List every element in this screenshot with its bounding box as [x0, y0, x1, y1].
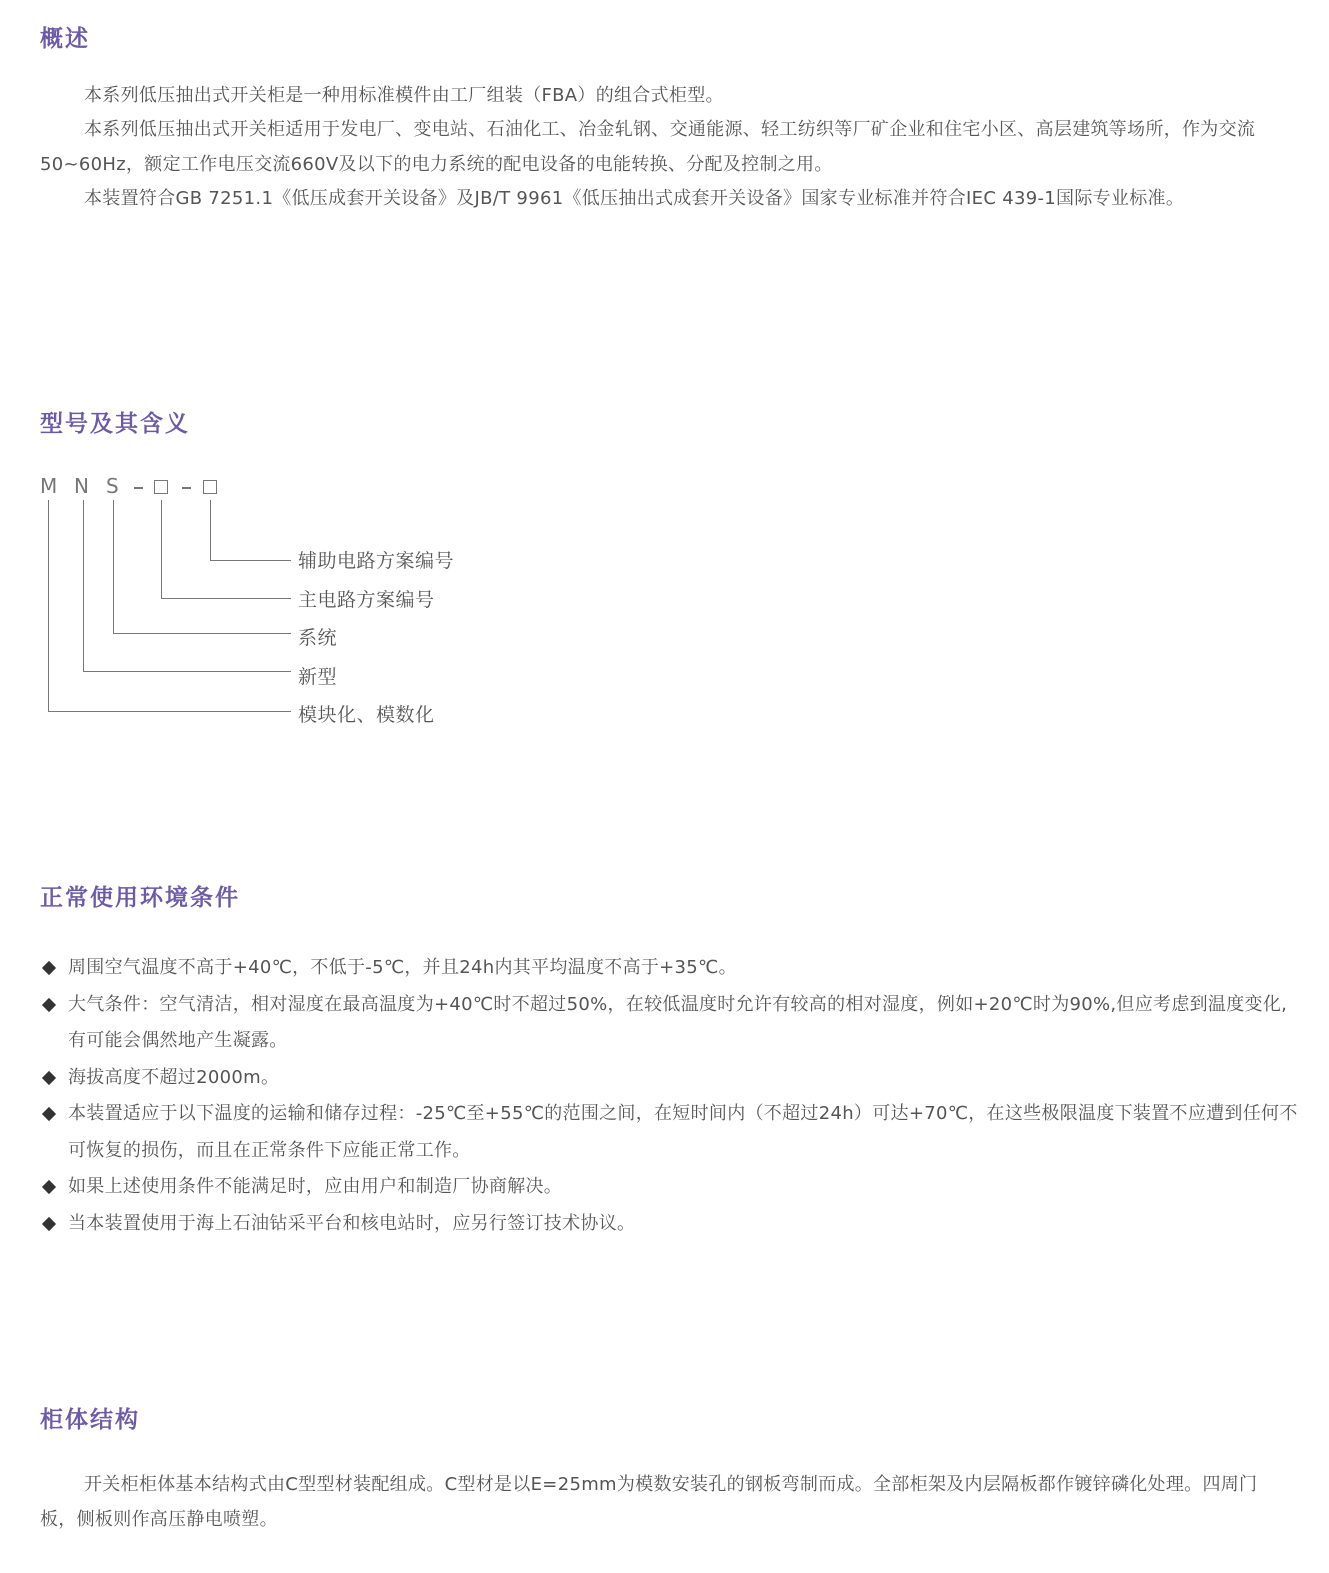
section-title-model: 型号及其含义 — [40, 411, 190, 437]
connector-line — [48, 500, 49, 711]
connector-line — [210, 560, 291, 561]
section-title-environment: 正常使用环境条件 — [40, 885, 240, 911]
code-box-aux-circuit — [203, 480, 217, 494]
list-item — [40, 987, 1300, 1060]
list-item — [40, 1096, 1300, 1169]
code-label-new-type: 新型 — [298, 666, 338, 688]
code-dash — [134, 487, 143, 489]
list-item-text: 海拔高度不超过2000m。 — [68, 1066, 280, 1088]
diamond-bullet-icon — [42, 1070, 56, 1084]
connector-line — [113, 500, 114, 633]
connector-line — [210, 500, 211, 560]
overview-paragraph-3: 本装置符合GB 7251.1《低压成套开关设备》及JB/T 9961《低压抽出式成套开关设备》国家专业标准并符合IEC 439-1国际专业标准。 — [84, 188, 1185, 209]
connector-line — [83, 500, 84, 671]
code-box-main-circuit — [154, 480, 168, 494]
list-item-text: 大气条件：空气清洁，相对湿度在最高温度为+40℃时不超过50%，在较低温度时允许有较高的相对湿度，例如+20℃时为90%,但应考虑到温度变化,有可能会偶然地产生凝露。 — [68, 993, 1288, 1051]
list-item — [40, 1169, 1300, 1206]
diamond-bullet-icon — [42, 997, 56, 1011]
code-label-main-circuit: 主电路方案编号 — [298, 589, 435, 611]
code-letter-m: M — [40, 474, 58, 498]
environment-list — [40, 950, 1300, 1242]
diamond-bullet-icon — [42, 1107, 56, 1121]
code-label-system: 系统 — [298, 627, 338, 649]
diamond-bullet-icon — [42, 961, 56, 975]
code-letter-s: S — [106, 474, 119, 498]
code-label-modular: 模块化、模数化 — [298, 704, 435, 726]
overview-paragraph-1: 本系列低压抽出式开关柜是一种用标准模件由工厂组装（FBA）的组合式柜型。 — [84, 85, 724, 106]
connector-line — [48, 711, 291, 712]
section-title-structure: 柜体结构 — [40, 1407, 140, 1433]
list-item-text: 本装置适应于以下温度的运输和储存过程：-25℃至+55℃的范围之间，在短时间内（不超过24h）可达+70℃，在这些极限温度下装置不应遭到任何不可恢复的损伤，而且在正常条件下应能正常工作。 — [68, 1103, 1298, 1161]
code-label-aux-circuit: 辅助电路方案编号 — [298, 550, 455, 572]
diamond-bullet-icon — [42, 1216, 56, 1230]
connector-line — [161, 598, 291, 599]
section-title-overview: 概述 — [40, 26, 90, 52]
list-item — [40, 1060, 1300, 1097]
list-item-text: 如果上述使用条件不能满足时，应由用户和制造厂协商解决。 — [68, 1176, 563, 1197]
structure-paragraph: 开关柜柜体基本结构式由C型型材装配组成。C型材是以E=25mm为模数安装孔的钢板弯制而成。全部柜架及内层隔板都作镀锌磷化处理。四周门板，侧板则作高压静电喷塑。 — [40, 1474, 1258, 1530]
code-dash — [182, 487, 191, 489]
list-item — [40, 1206, 1300, 1243]
list-item-text: 周围空气温度不高于+40℃，不低于-5℃，并且24h内其平均温度不高于+35℃。 — [68, 957, 737, 978]
connector-line — [83, 671, 291, 672]
list-item — [40, 950, 1300, 987]
connector-line — [113, 633, 291, 634]
overview-paragraph-2: 本系列低压抽出式开关柜适用于发电厂、变电站、石油化工、冶金轧钢、交通能源、轻工纺织等厂矿企业和住宅小区、高层建筑等场所，作为交流50~60Hz，额定工作电压交流660V及以下的电力系统的配电设备的电能转换、分配及控制之用。 — [40, 119, 1256, 175]
connector-line — [161, 500, 162, 598]
diamond-bullet-icon — [42, 1180, 56, 1194]
code-letter-n: N — [74, 474, 89, 498]
list-item-text: 当本装置使用于海上石油钻采平台和核电站时，应另行签订技术协议。 — [68, 1212, 636, 1234]
